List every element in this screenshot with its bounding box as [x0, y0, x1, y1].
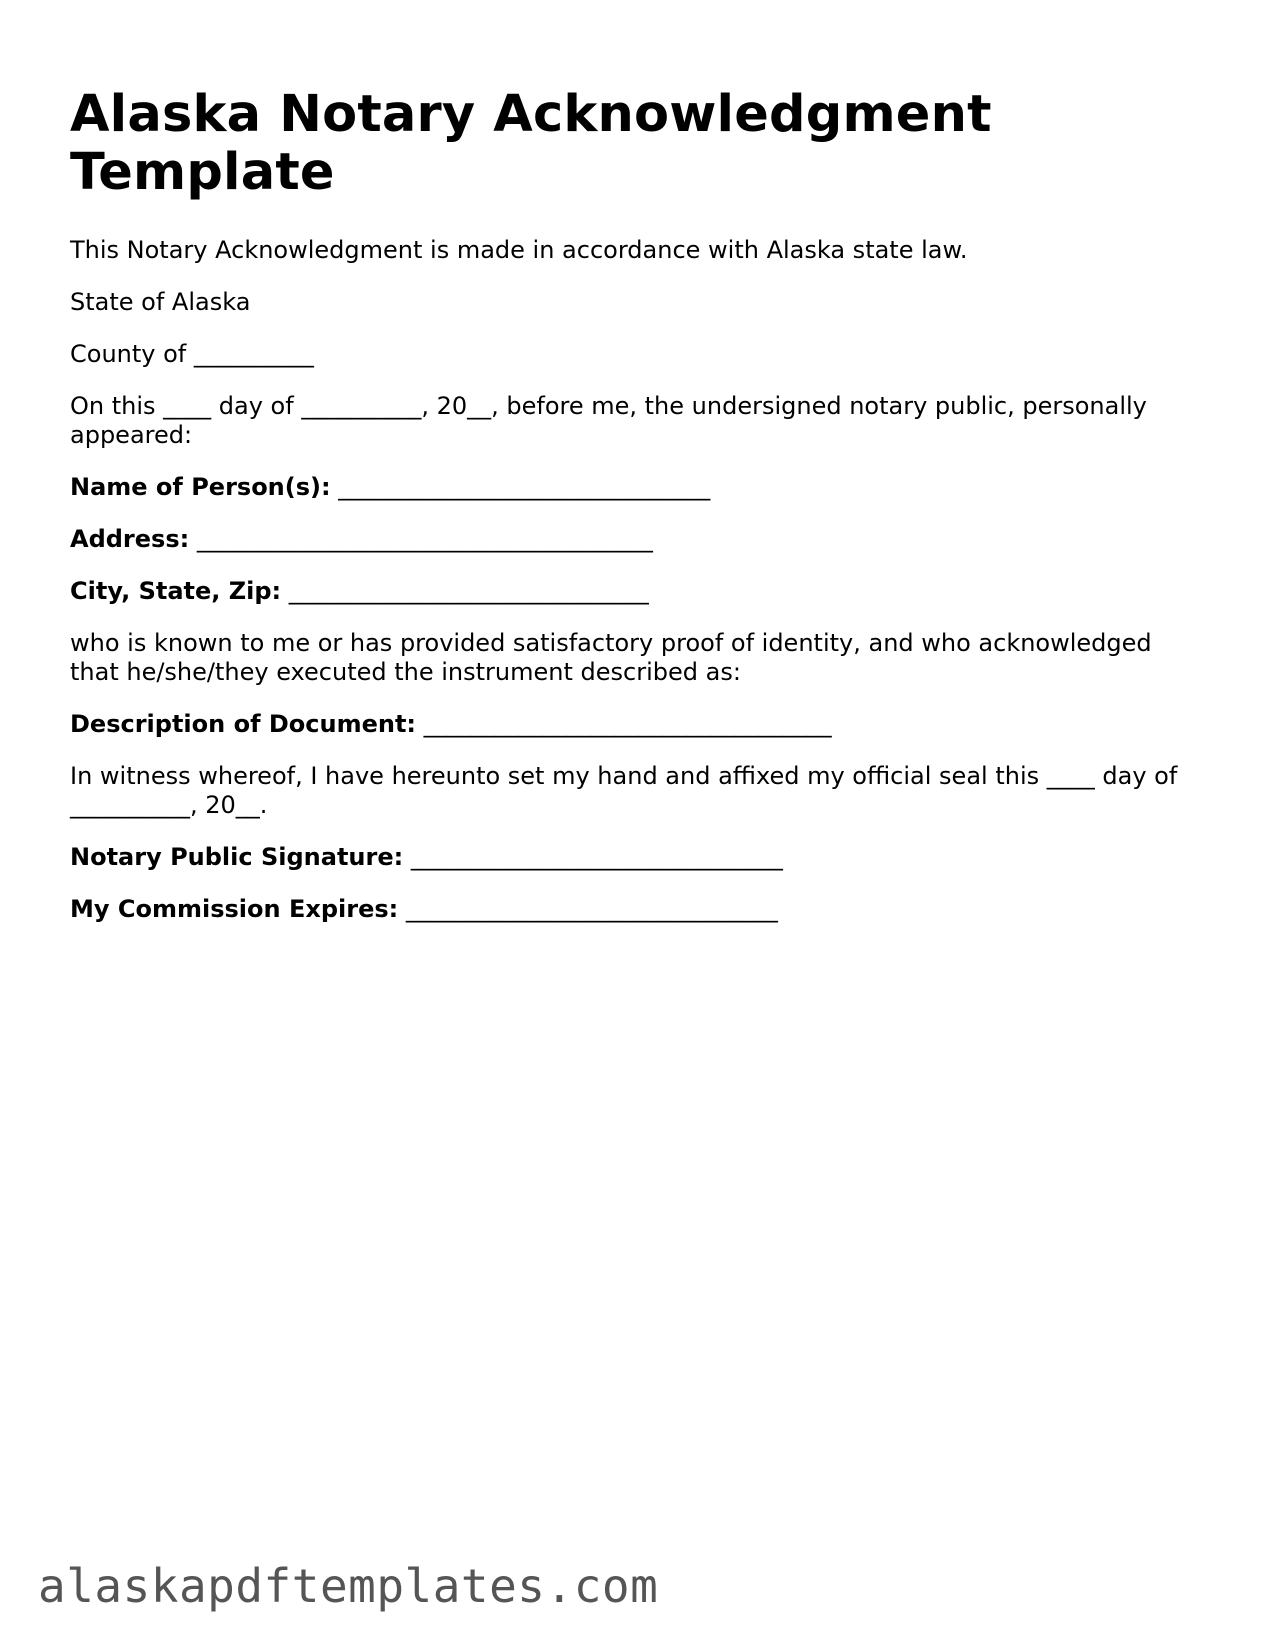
- identity-line: who is known to me or has provided satisfactory proof of identity, and who acknowledged that he/she/they executed the instrument described as:: [70, 629, 1152, 686]
- description-blank: __________________________________: [423, 710, 832, 738]
- page-title: Alaska Notary Acknowledgment Template: [70, 85, 992, 202]
- description-field: [70, 710, 1200, 739]
- city-state-zip-blank: ______________________________: [288, 577, 649, 605]
- signature-blank: _______________________________: [410, 843, 783, 871]
- address-field-blank: ______________________________________: [196, 525, 653, 553]
- name-field: [70, 473, 1200, 502]
- address-field: [70, 525, 1200, 554]
- signature-label: Notary Public Signature:: [70, 843, 404, 871]
- state-line: State of Alaska: [70, 288, 251, 316]
- description-label: Description of Document:: [70, 710, 417, 738]
- city-state-zip-field: [70, 577, 1200, 606]
- city-state-zip-label: City, State, Zip:: [70, 577, 282, 605]
- intro-text: This Notary Acknowledgment is made in accordance with Alaska state law.: [70, 236, 968, 264]
- footer-watermark: alaskapdftemplates.com: [38, 1559, 659, 1613]
- signature-field: [70, 843, 1200, 872]
- document-page: [70, 86, 1200, 947]
- commission-field: [70, 895, 1200, 924]
- commission-label: My Commission Expires:: [70, 895, 399, 923]
- appearance-line: On this ____ day of __________, 20__, before me, the undersigned notary public, personally appeared:: [70, 392, 1147, 449]
- name-field-blank: _______________________________: [338, 473, 711, 501]
- address-field-label: Address:: [70, 525, 190, 553]
- witness-line: In witness whereof, I have hereunto set my hand and affixed my official seal this ____ day of __________, 20__.: [70, 762, 1178, 819]
- name-field-label: Name of Person(s):: [70, 473, 331, 501]
- county-line: County of __________: [70, 340, 314, 368]
- commission-blank: _______________________________: [405, 895, 778, 923]
